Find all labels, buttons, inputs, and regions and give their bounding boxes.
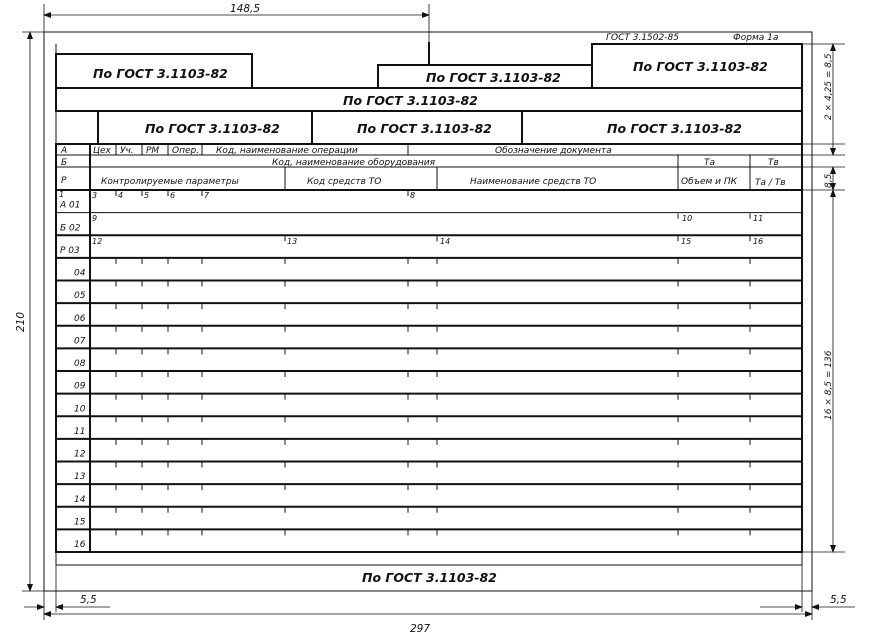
stamp-full-text: По ГОСТ 3.1103-82: [343, 93, 478, 108]
dim-left-label: 210: [15, 311, 27, 332]
field-num-13: 13: [287, 237, 298, 246]
header-form: Форма 1а: [733, 33, 779, 43]
field-num-14: 14: [440, 237, 451, 246]
row-label: А 01: [60, 200, 81, 211]
field-num-16: 16: [753, 237, 764, 246]
dim-right-header-label: 2 × 4,25 = 8,5: [824, 53, 834, 120]
field-num-6: 6: [170, 191, 176, 200]
footer-stamp-text: По ГОСТ 3.1103-82: [362, 570, 497, 585]
stamp-middle-text: По ГОСТ 3.1103-82: [426, 70, 561, 85]
header-tv: Тв: [768, 158, 779, 168]
row-p-letter: Р: [61, 176, 67, 186]
header-operation: Код, наименование операции: [216, 146, 358, 156]
row-label: 14: [74, 494, 86, 505]
dim-left-margin-label: 5,5: [80, 594, 97, 606]
dim-bottom-label: 297: [410, 623, 431, 635]
dim-right-row-label: 8,5: [824, 173, 834, 188]
field-num-4: 4: [118, 191, 124, 200]
field-num-7: 7: [204, 191, 210, 200]
header-uch: Уч.: [120, 146, 134, 156]
row-label: 12: [74, 449, 86, 460]
field-num-12: 12: [92, 237, 103, 246]
row-label: 16: [74, 540, 86, 550]
row-label: 08: [74, 359, 86, 369]
row-label: 15: [74, 517, 86, 528]
dim-top-label: 148,5: [230, 3, 261, 15]
dim-right-rows-label: 16 × 8,5 = 136: [824, 350, 834, 420]
field-num-1: 1: [59, 190, 65, 199]
row-label: 09: [74, 381, 86, 392]
stamp-triple-2: По ГОСТ 3.1103-82: [357, 121, 492, 136]
header-oper: Опер.: [172, 146, 200, 156]
header-tool-code: Код средств ТО: [307, 177, 382, 187]
row-b-letter: Б: [61, 158, 68, 168]
row-label: 07: [74, 336, 86, 347]
stamp-right-text: По ГОСТ 3.1103-82: [633, 59, 768, 74]
header-document: Обозначение документа: [495, 146, 612, 156]
field-num-15: 15: [681, 237, 692, 246]
row-label: 13: [74, 472, 86, 483]
field-num-3: 3: [92, 191, 98, 200]
row-a-letter: А: [61, 146, 68, 156]
field-num-8: 8: [410, 191, 416, 200]
stamp-left-text: По ГОСТ 3.1103-82: [93, 66, 228, 81]
header-tool-name: Наименование средств ТО: [470, 177, 597, 187]
row-label: 10: [74, 404, 86, 415]
dim-right-margin-label: 5,5: [830, 594, 847, 606]
header-ta: Та: [704, 158, 716, 168]
row-label: 04: [74, 268, 86, 279]
header-volume: Объем и ПК: [681, 177, 738, 187]
stamp-triple-3: По ГОСТ 3.1103-82: [607, 121, 742, 136]
row-label: 11: [74, 426, 86, 437]
row-label: Р 03: [60, 245, 80, 256]
header-ceh: Цех: [93, 146, 111, 156]
header-equipment: Код, наименование оборудования: [272, 158, 436, 168]
field-num-10: 10: [682, 214, 693, 223]
row-label: Б 02: [60, 223, 81, 234]
field-num-5: 5: [144, 191, 150, 200]
header-ta-tv: Та / Тв: [755, 178, 786, 188]
header-params: Контролируемые параметры: [101, 177, 239, 187]
row-label: 06: [74, 313, 86, 324]
header-standard: ГОСТ 3.1502-85: [606, 33, 679, 43]
field-num-9: 9: [92, 214, 98, 223]
header-rm: РМ: [146, 146, 160, 156]
field-num-11: 11: [753, 214, 764, 223]
stamp-triple-1: По ГОСТ 3.1103-82: [145, 121, 280, 136]
row-label: 05: [74, 291, 86, 302]
